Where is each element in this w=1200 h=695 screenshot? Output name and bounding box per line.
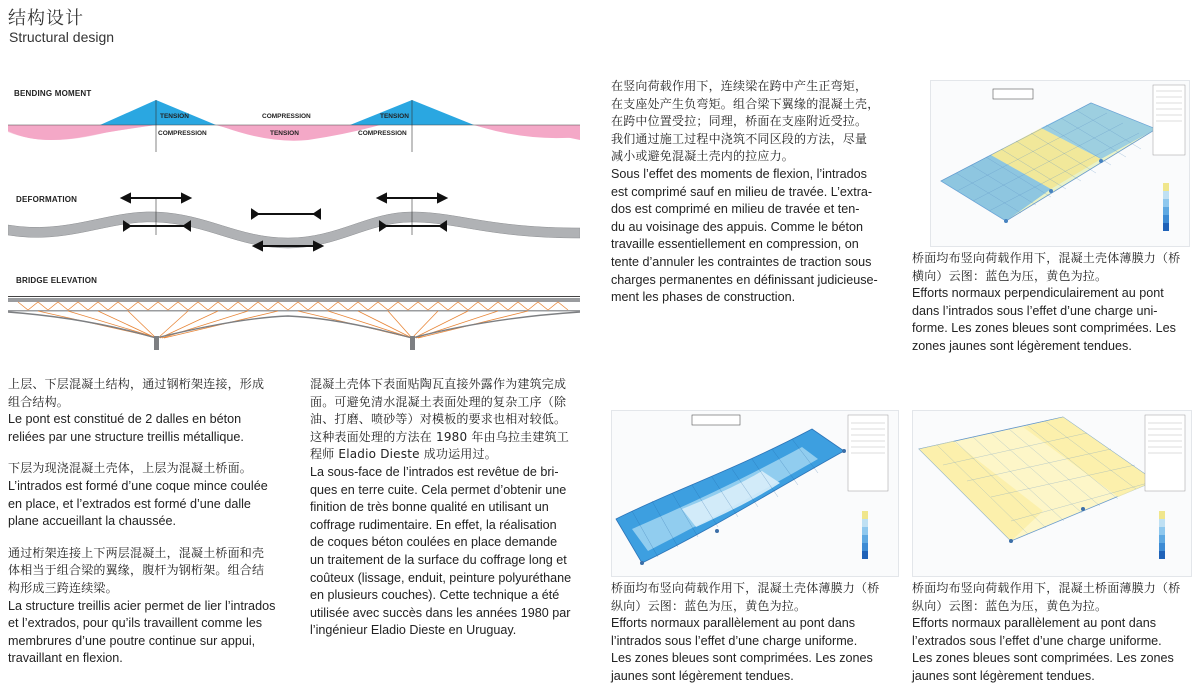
moment-sagging-fill-2 <box>8 125 156 140</box>
col1-p2-fr: L’intrados est formé d’une coque mince coulée en place, et l’extrados est formé d’une dalle plane accueillant la chaussée. <box>8 478 268 529</box>
deformation-plot <box>8 194 580 250</box>
fig2-caption-cn: 桥面均布竖向荷载作用下，混凝土壳体薄膜力（桥 纵向）云图：蓝色为压，黄色为拉。 <box>611 581 880 613</box>
compression-label-top-mid: COMPRESSION <box>262 113 311 120</box>
fig1-caption-cn: 桥面均布竖向荷载作用下，混凝土壳体薄膜力（桥 横向）云图：蓝色为压，黄色为拉。 <box>912 251 1181 283</box>
fem-figure-longitudinal-deck <box>912 410 1192 577</box>
compression-label-bottom-right: COMPRESSION <box>358 130 407 137</box>
deformed-beam <box>8 212 580 248</box>
elevation-piers <box>154 336 415 350</box>
fem-longitudinal-shell-svg <box>612 411 898 576</box>
moment-pink-right <box>474 125 580 138</box>
page-title-cn: 结构设计 <box>8 8 84 29</box>
bridge-elevation-drawing <box>8 296 580 350</box>
fem-longitudinal-shell-legend <box>862 511 868 559</box>
fem-transverse-svg <box>931 81 1189 246</box>
col1-p1-fr: Le pont est constitué de 2 dalles en béton reliées par une structure treillis métallique. <box>8 412 244 444</box>
col1-p3-fr: La structure treillis acier permet de lier l’intrados et l’extrados, pour qu’ils travaillent comme les membrures d’une poutre continue sur appui, travaillant en flexion. <box>8 598 276 666</box>
page-title-fr: Structural design <box>9 29 115 45</box>
structural-diagram <box>8 80 580 360</box>
fem-figure-transverse <box>930 80 1190 247</box>
fem-transverse-legend <box>1163 183 1169 231</box>
fem-longitudinal-deck-svg <box>913 411 1191 576</box>
fem-longitudinal-deck-legend <box>1159 511 1165 559</box>
compression-label-bottom-left: COMPRESSION <box>158 130 207 137</box>
fig3-caption-cn: 桥面均布竖向荷载作用下，混凝土桥面薄膜力（桥 纵向）云图：蓝色为压，黄色为拉。 <box>912 581 1181 613</box>
text-column-2 <box>310 376 595 640</box>
elevation-deck <box>8 298 580 302</box>
tension-label-bottom-mid: TENSION <box>270 130 299 137</box>
fig1-caption-fr: Efforts normaux perpendiculairement au pont dans l’intrados sous l’effet d’une charge uni- forme. Les zones bleues sont comprimées. Les zones jaunes sont légèrement tendues. <box>912 286 1176 353</box>
elevation-arch-shell <box>8 312 580 338</box>
tension-label-top-left: TENSION <box>160 113 189 120</box>
bending-moment-title: BENDING MOMENT <box>14 89 92 98</box>
structural-diagram-svg <box>8 80 580 360</box>
deformation-title: DEFORMATION <box>16 195 78 204</box>
fig3-caption-fr: Efforts normaux parallèlement au pont dans l’extrados sous l’effet d’une charge uniforme. Les zones bleues sont comprimées. Les zones jaunes sont légèrement tendues. <box>912 616 1174 683</box>
text-column-1 <box>8 376 298 682</box>
elevation-truss <box>18 302 568 338</box>
col2-cn: 混凝土壳体下表面贴陶瓦直接外露作为建筑完成 面。可避免清水混凝土表面处理的复杂工序（除 油、打磨、喷砂等）对模板的要求也相对较低。 这种表面处理的方法在 1980 年由乌拉圭建筑工 程师 Eladio Dieste 成功运用过。 <box>310 377 569 462</box>
fig3-caption <box>912 580 1198 686</box>
col1-p3-cn: 通过桁架连接上下两层混凝土，混凝土桥面和壳 体相当于组合梁的翼缘，腹杆为钢桁架。组合结 构形成三跨连续梁。 <box>8 545 265 595</box>
text-column-3 <box>611 78 896 307</box>
bridge-elevation-title: BRIDGE ELEVATION <box>16 276 98 285</box>
fig2-caption-fr: Efforts normaux parallèlement au pont dans l’intrados sous l’effet d’une charge uniforme. Les zones bleues sont comprimées. Les zones jaunes sont légèrement tendues. <box>611 616 873 683</box>
fig2-caption <box>611 580 896 686</box>
tension-label-top-right: TENSION <box>380 113 409 120</box>
fig1-caption <box>912 250 1197 356</box>
col1-p1-cn: 上层、下层混凝土结构，通过钢桁架连接，形成 组合结构。 <box>8 377 265 409</box>
fem-figure-longitudinal-shell <box>611 410 899 577</box>
moment-hogging-left <box>100 100 216 125</box>
bending-moment-plot <box>8 100 580 152</box>
col3-fr: Sous l’effet des moments de flexion, l’intrados est comprimé sauf en milieu de travée. L’extra- dos est comprimé en milieu de travée et ten- du au voisinage des appuis. Comme le béton travaille essentiellement en compression, on tente d’annuler les contraintes de traction sous charges permanentes en définissant judicieuse- ment les phases de construction. <box>611 166 878 305</box>
col3-cn: 在竖向荷载作用下，连续梁在跨中产生正弯矩， 在支座处产生负弯矩。组合梁下翼缘的混凝土壳， 在跨中位置受拉；同理，桥面在支座附近受拉。 我们通过施工过程中浇筑不同区段的方法，尽量 减小或避免混凝土壳内的拉应力。 <box>611 79 880 164</box>
col2-fr: La sous-face de l’intrados est revêtue de bri- ques en terre cuite. Cela permet d’obtenir une finition de très bonne qualité en utilisant un coffrage rudimentaire. En effet, la réalisation de coques béton coulées en place demande un traitement de la surface du coffrage long et coûteux (lissage, enduit, peinture polyuréthane en plusieurs couches). Cette technique a été utilisée avec succès dans les années 1980 par l’ingénieur Eladio Dieste en Uruguay. <box>310 464 572 638</box>
col1-p2-cn: 下层为现浇混凝土壳体，上层为混凝土桥面。 <box>8 461 253 476</box>
